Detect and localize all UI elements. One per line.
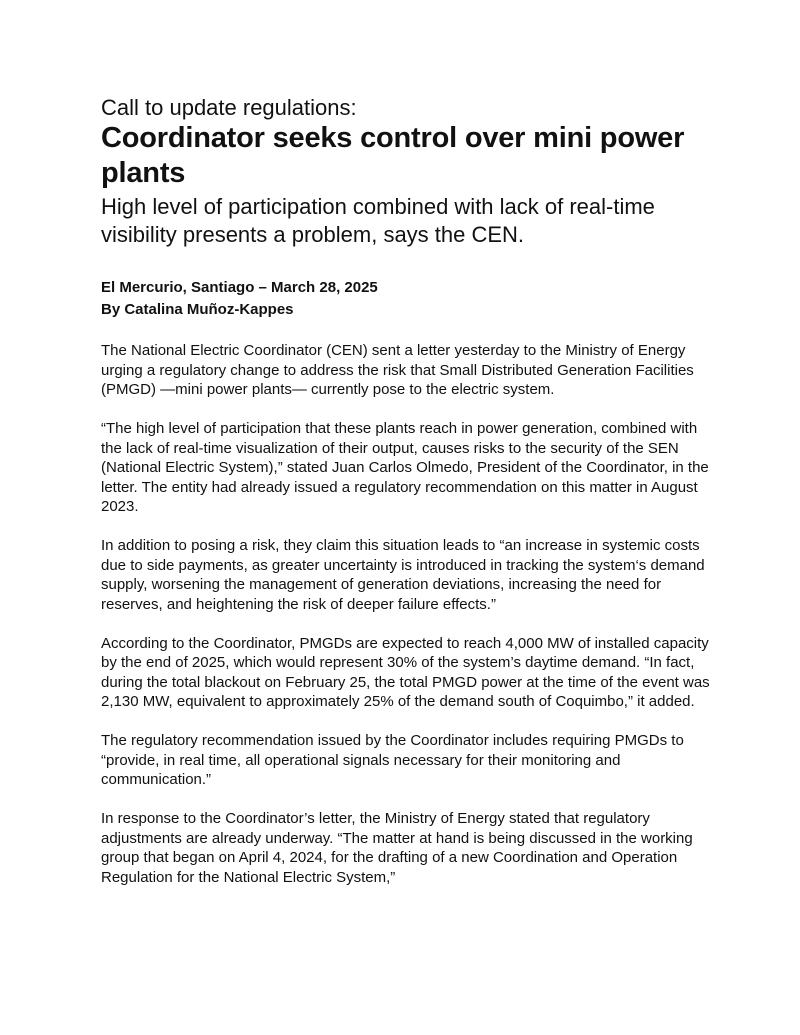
body-paragraph: In response to the Coordinator’s letter, the Ministry of Energy stated that regulatory adjustments are already underway. “The matter at hand is being discussed in the working group that began on April 4, 2024, for the drafting of a new Coordination and Operation Regulation for the National Electric System,”: [101, 810, 693, 886]
article: [101, 95, 711, 907]
body-paragraph: In addition to posing a risk, they claim this situation leads to “an increase in systemic costs due to side payments, as greater uncertainty is introduced in tracking the system‘s demand supply, worsening the management of generation deviations, increasing the need for reserves, and heightening the risk of deeper failure effects.”: [101, 537, 705, 613]
article-body: [101, 341, 711, 887]
body-paragraph: According to the Coordinator, PMGDs are expected to reach 4,000 MW of installed capacity by the end of 2025, which would represent 30% of the system’s daytime demand. “In fact, during the total blackout on February 25, the total PMGD power at the time of the event was 2,130 MW, equivalent to approximately 25% of the demand south of Coquimbo,” it added.: [101, 634, 710, 710]
body-paragraph: The National Electric Coordinator (CEN) sent a letter yesterday to the Ministry of Energy urging a regulatory change to address the risk that Small Distributed Generation Facilities (PMGD) —mini power plants— currently pose to the electric system.: [101, 342, 694, 398]
body-paragraph: “The high level of participation that these plants reach in power generation, combined with the lack of real-time visualization of their output, causes risks to the security of the SEN (National Electric System),” stated Juan Carlos Olmedo, President of the Coordinator, in the letter. The entity had already issued a regulatory recommendation on this matter in August 2023.: [101, 420, 709, 515]
article-kicker: Call to update regulations:: [101, 95, 357, 120]
author-byline: By Catalina Muñoz-Kappes: [101, 301, 294, 318]
source-dateline: El Mercurio, Santiago – March 28, 2025: [101, 279, 378, 296]
byline: [101, 277, 711, 321]
article-subhead: High level of participation combined with lack of real-time visibility presents a problem, says the CEN.: [101, 194, 655, 247]
article-headline: Coordinator seeks control over mini power plants: [101, 122, 685, 189]
body-paragraph: The regulatory recommendation issued by the Coordinator includes requiring PMGDs to “provide, in real time, all operational signals necessary for their monitoring and communication.”: [101, 732, 684, 788]
